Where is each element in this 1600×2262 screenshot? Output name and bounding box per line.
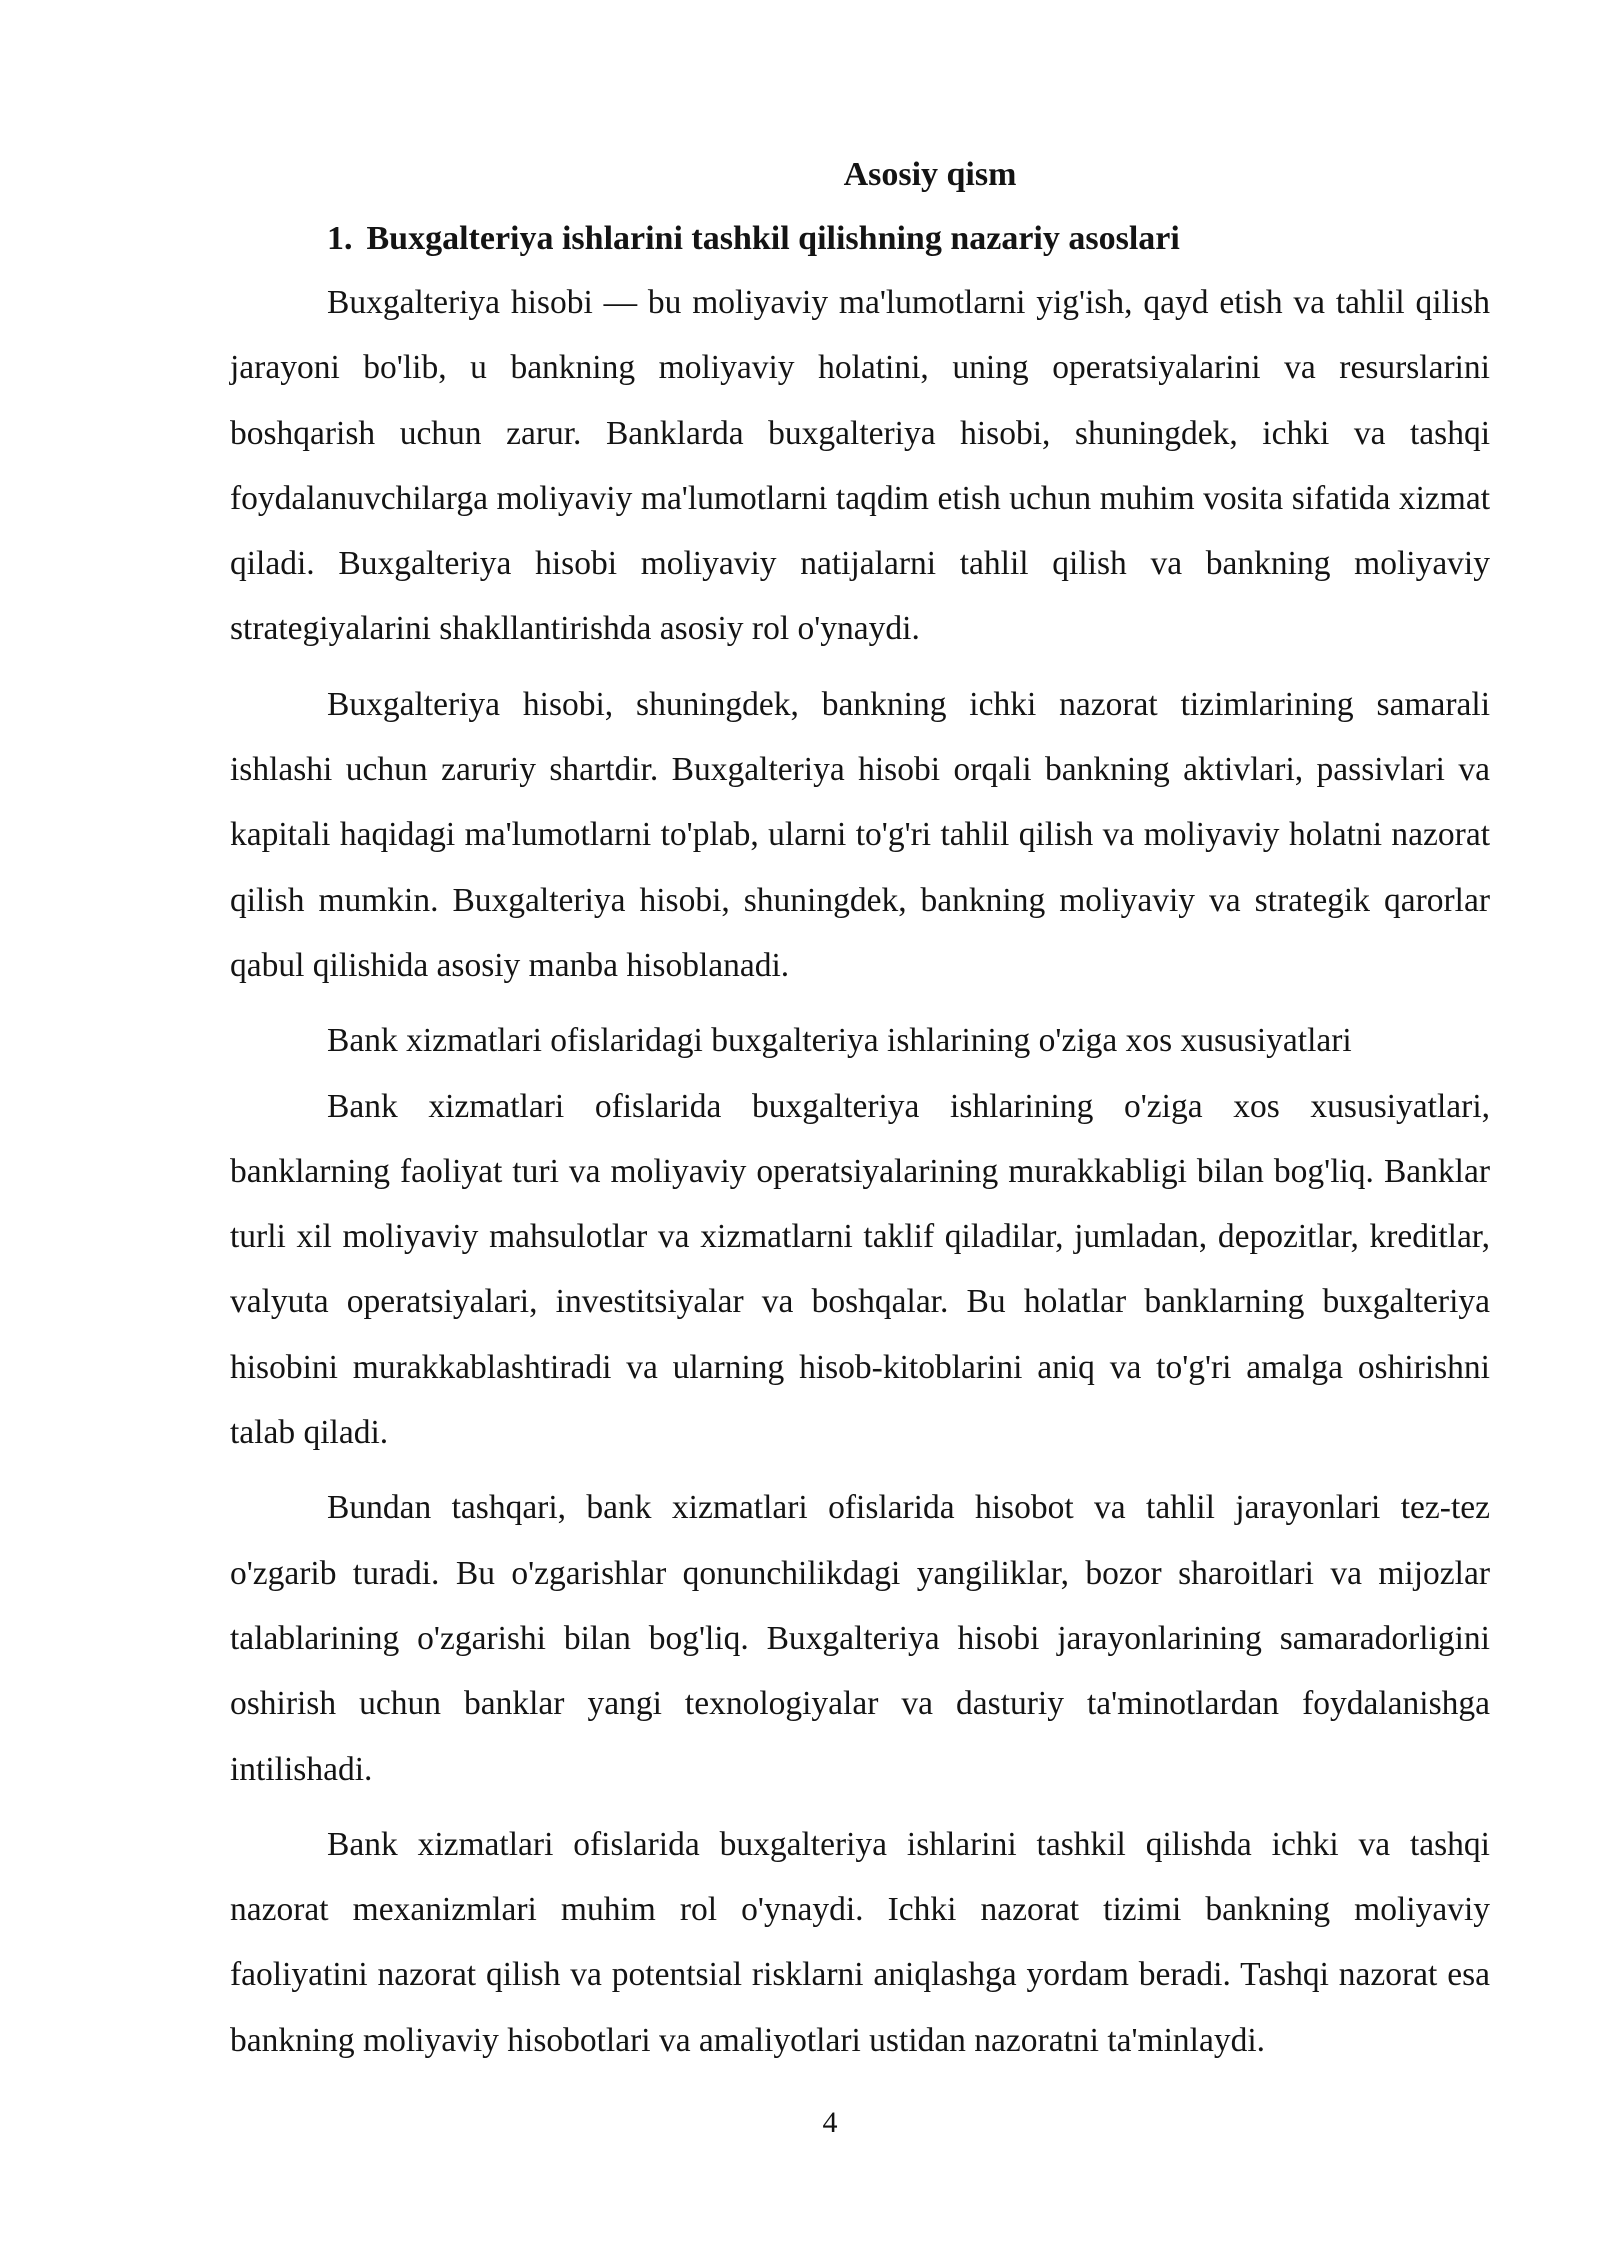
paragraph: Bank xizmatlari ofislarida buxgalteriya ishlarini tashkil qilishda ichki va tashqi nazorat mexanizmlari muhim rol o'ynaydi. Ichki nazorat tizimi bankning moliyaviy faoliyatini nazorat qilish va potentsial risklarni aniqlashga yordam beradi. Tashqi nazorat esa bankning moliyaviy hisobotlari va amaliyotlari ustidan nazoratni ta'minlaydi. [230,1825,1490,2059]
subheading-paragraph: Bank xizmatlari ofislaridagi buxgalteriya ishlarining o'ziga xos xususiyatlari [327,1022,1352,1060]
paragraph: Bundan tashqari, bank xizmatlari ofislarida hisobot va tahlil jarayonlari tez-tez o'zgarib turadi. Bu o'zgarishlar qonunchilikdagi yangiliklar, bozor sharoitlari va mijozlar talablarining o'zgarishi bilan bog'liq. Buxgalteriya hisobi jarayonlarining samaradorligini oshirish uchun banklar yangi texnologiyalar va dasturiy ta'minotlardan foydalanishga intilishadi. [230,1489,1490,1788]
chapter-title: Buxgalteriya ishlarini tashkil qilishning nazariy asoslari [366,220,1180,257]
section-title: Asosiy qism [843,156,1017,193]
paragraph: Buxgalteriya hisobi — bu moliyaviy ma'lumotlarni yig'ish, qayd etish va tahlil qilish jarayoni bo'lib, u bankning moliyaviy holatini, uning operatsiyalarini va resurslarini boshqarish uchun zarur. Banklarda buxgalteriya hisobi, shuningdek, ichki va tashqi foydalanuvchilarga moliyaviy ma'lumotlarni taqdim etish uchun muhim vosita sifatida xizmat qiladi. Buxgalteriya hisobi moliyaviy natijalarni tahlil qilish va bankning moliyaviy strategiyalarini shakllantirishda asosiy rol o'ynaydi. [230,284,1490,648]
page-content [230,148,1490,2073]
chapter-heading [230,212,1490,266]
chapter-number: 1. [327,220,353,257]
page-number: 4 [822,2106,838,2139]
paragraph: Buxgalteriya hisobi, shuningdek, bankning ichki nazorat tizimlarining samarali ishlashi uchun zaruriy shartdir. Buxgalteriya hisobi orqali bankning aktivlari, passivlari va kapitali haqidagi ma'lumotlarni to'plab, ularni to'g'ri tahlil qilish va moliyaviy holatni nazorat qilish mumkin. Buxgalteriya hisobi, shuningdek, bankning moliyaviy va strategik qarorlar qabul qilishida asosiy manba hisoblanadi. [230,685,1490,984]
paragraph: Bank xizmatlari ofislarida buxgalteriya ishlarining o'ziga xos xususiyatlari, banklarning faoliyat turi va moliyaviy operatsiyalarining murakkabligi bilan bog'liq. Banklar turli xil moliyaviy mahsulotlar va xizmatlarni taklif qiladilar, jumladan, depozitlar, kreditlar, valyuta operatsiyalari, investitsiyalar va boshqalar. Bu holatlar banklarning buxgalteriya hisobini murakkablashtiradi va ularning hisob-kitoblarini aniq va to'g'ri amalga oshirishni talab qiladi. [230,1087,1490,1452]
